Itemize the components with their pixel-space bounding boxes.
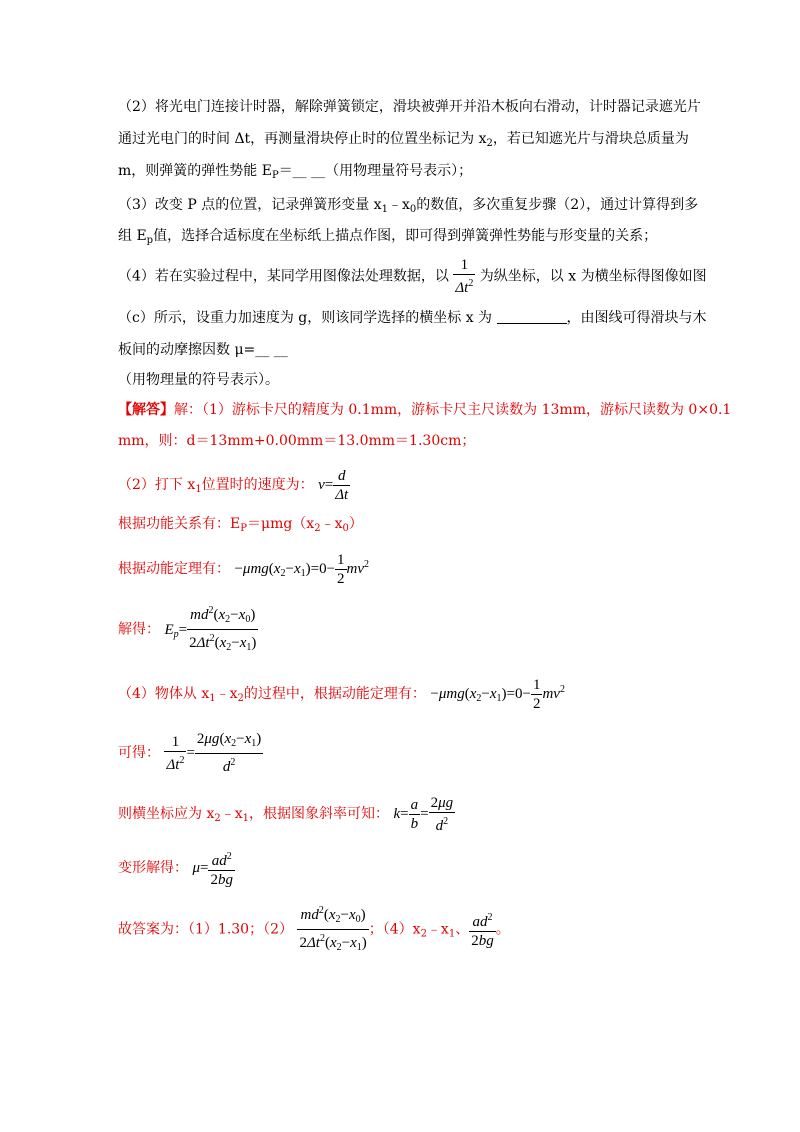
answer-kinetic-theorem: 根据动能定理有： $-\mu mg(x_2-x_1)=0-$ $\frac{1}{2}$ $mv^2$	[118, 551, 370, 587]
answer-line1: 【解答】解：（1）游标卡尺的精度为 0.1mm，游标卡尺主尺读数为 13mm，游标尺读数为 0×0.1	[118, 402, 732, 418]
inv-dt2-fraction: $\frac{1}{\Delta t^2}$	[455, 257, 474, 296]
answer-energy-relation: 根据功能关系有：$E_P=\mu mg(x_2﹣x_0)$	[118, 516, 363, 534]
answer-line2: mm，则：d＝13mm+0.00mm＝13.0mm＝1.30cm；	[118, 433, 476, 449]
answer-mu: 变形解得： μ= $\frac{ad^2}{2bg}$	[118, 846, 235, 890]
part3-line1: （3）改变 P 点的位置，记录弹簧形变量 $x_1﹣x_0$的数值，多次重复步骤（2），通过计算得到多	[118, 197, 699, 215]
answer-part4-theorem: （4）物体从 $x_1﹣x_2$的过程中，根据动能定理有： $-\mu mg(x_2-x_1)=0-$ $\frac{1}{2}$ $mv^2$	[118, 676, 565, 712]
answer-velocity: （2）打下 $x_1$位置时的速度为： v= $\frac{d}{\Delta t}$	[118, 467, 349, 503]
part2-line1: （2）将光电门连接计时器，解除弹簧锁定，滑块被弹开并沿木板向右滑动，计时器记录遮光片	[118, 99, 701, 115]
final-answer: 故答案为：（1）1.30；（2） $\frac{md^2(x_2-x_0)}{2\Delta t^2(x_2-x_1)}$ ；$(4)x_2﹣x_1$、 $\frac{ad^2}{2bg}$ 。	[118, 902, 510, 957]
part2-line2: 通过光电门的时间 Δt，再测量滑块停止时的位置坐标记为 $x_2$，若已知遮光片与滑块总质量为	[118, 131, 689, 149]
part4-line4: （用物理量的符号表示）。	[118, 372, 279, 388]
part4-line3: 板间的动摩擦因数 μ=__ __	[118, 342, 288, 358]
part4-line1: （4）若在实验过程中，某同学用图像法处理数据，以 $\frac{1}{\Delta t^2}$ 为纵坐标，以 x 为横坐标得图像如图	[118, 257, 707, 296]
answer-slope: 则横坐标应为 $x_2﹣x_1$，根据图象斜率可知： k= $\frac{a}{b}$ = $\frac{2\mu g}{d^2}$	[118, 794, 454, 834]
part4-line2: （c）所示，设重力加速度为 g，则该同学选择的横坐标 x 为 ，由图线可得滑块与木	[118, 310, 707, 326]
answer-solve-ep: 解得： $E_p=$ $\frac{md^2(x_2-x_0)}{2\Delta t^2(x_2-x_1)}$	[118, 602, 258, 657]
answer-obtain: 可得： $\frac{1}{\Delta t^2}$ = $\frac{2\mu g(x_2-x_1)}{d^2}$	[118, 731, 262, 775]
answer-blank	[497, 311, 567, 324]
part3-line2: 组 $E_p$值，选择合适标度在坐标纸上描点作图，即可得到弹簧弹性势能与形变量的关系；	[118, 228, 658, 246]
part2-line3: m，则弹簧的弹性势能 $E_P=\_\_$ __（用物理量符号表示）；	[118, 163, 473, 181]
